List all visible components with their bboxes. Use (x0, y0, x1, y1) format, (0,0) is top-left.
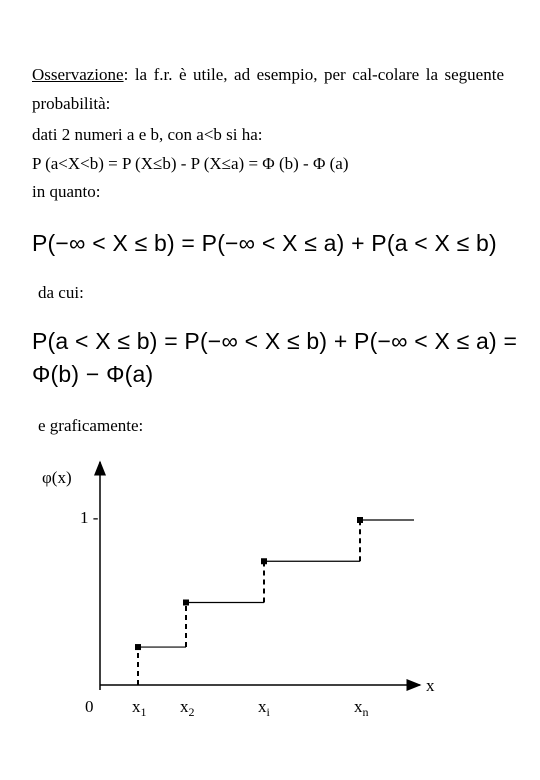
probability-line: P (a<X<b) = P (X≤b) - P (X≤a) = Φ (b) - Φ (a) (32, 154, 349, 173)
y-axis-label: φ(x) (42, 468, 72, 487)
x-tick-4: $x_n$ (354, 697, 369, 719)
distribution-function-chart (0, 450, 540, 780)
x-tick-2: $x_2$ (180, 697, 195, 719)
x-tick-labels (132, 697, 369, 719)
from-which-label: da cui: (38, 283, 84, 302)
observation-paragraph (32, 60, 504, 118)
formula-difference: P(a < X ≤ b) = P(−∞ < X ≤ b) + P(−∞ < X ≤ a) = (32, 328, 518, 354)
formula-result: Φ(b) − Φ(a) (32, 361, 154, 387)
y-tick-label: 1 - (80, 508, 99, 527)
graphically-label: e graficamente: (38, 416, 144, 435)
formula-decomposition: P(−∞ < X ≤ b) = P(−∞ < X ≤ a) + P(a < X ≤ b) (32, 230, 497, 256)
observation-text: : la f.r. è utile, ad esempio, per cal-colare la seguente probabilità: (32, 65, 504, 113)
step-point-1 (135, 644, 141, 650)
step-function (135, 517, 414, 685)
observation-heading: Osservazione (32, 65, 124, 84)
because-line: in quanto: (32, 182, 101, 201)
step-point-3 (261, 558, 267, 564)
x-tick-3: $x_i$ (258, 697, 270, 719)
step-point-4 (357, 517, 363, 523)
x-tick-1: $x_1$ (132, 697, 147, 719)
x-axis-label: x (426, 676, 435, 695)
given-line: dati 2 numeri a e b, con a<b si ha: (32, 125, 263, 144)
step-point-2 (183, 600, 189, 606)
origin-label: 0 (85, 697, 94, 716)
